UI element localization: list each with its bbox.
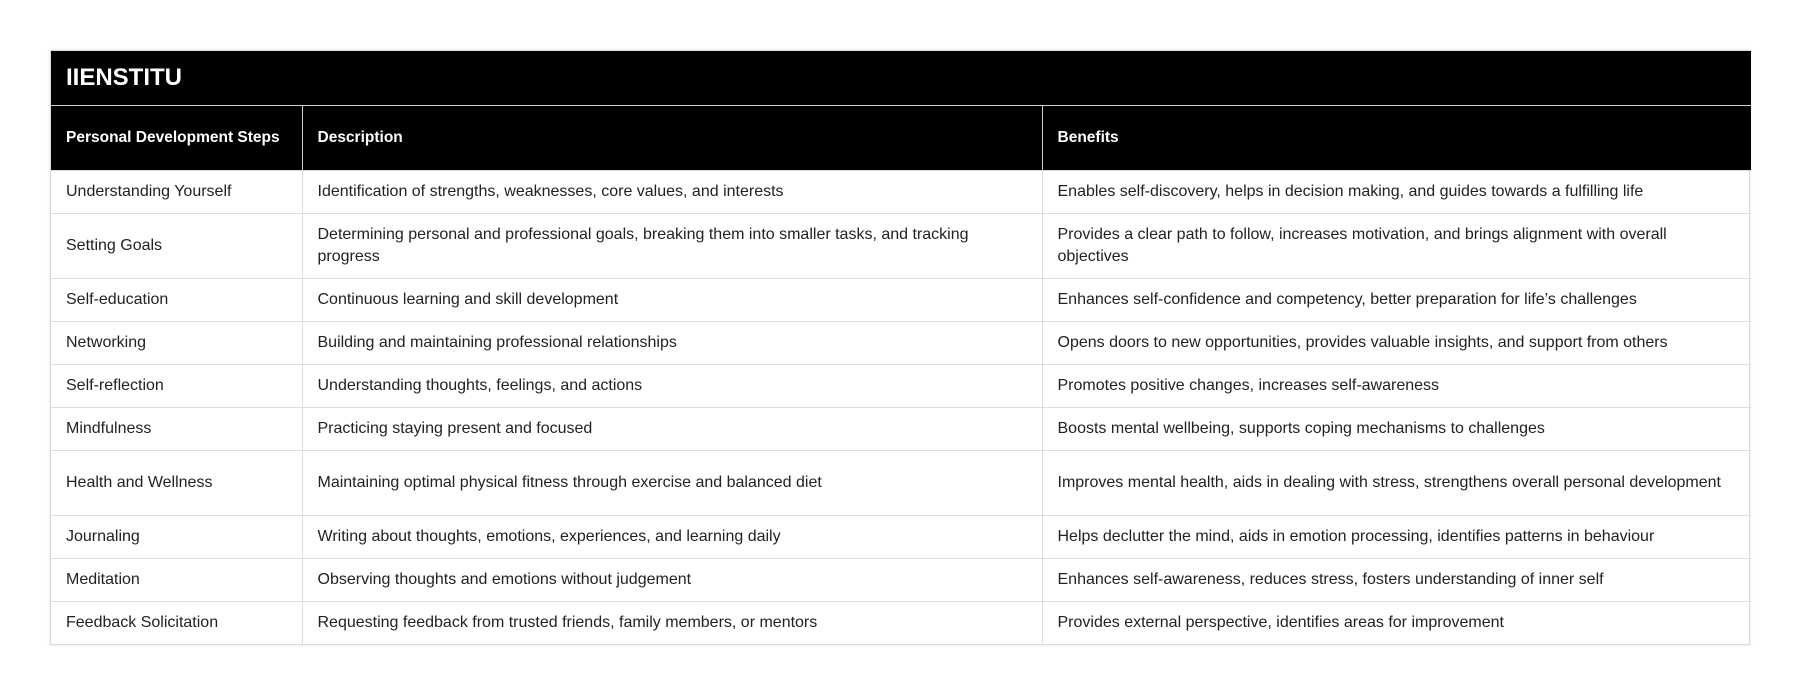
table-row [51, 515, 1751, 558]
cell-step: Understanding Yourself [51, 170, 302, 213]
table-title-row [51, 51, 1751, 105]
header-steps: Personal Development Steps [51, 105, 302, 170]
table-row [51, 450, 1751, 515]
cell-benefits: Provides external perspective, identifies areas for improvement [1042, 601, 1751, 644]
cell-benefits: Provides a clear path to follow, increases motivation, and brings alignment with overall objectives [1042, 213, 1751, 278]
cell-benefits: Boosts mental wellbeing, supports coping mechanisms to challenges [1042, 407, 1751, 450]
cell-step: Health and Wellness [51, 450, 302, 515]
table-header-row [51, 105, 1751, 170]
cell-step: Setting Goals [51, 213, 302, 278]
cell-benefits: Improves mental health, aids in dealing with stress, strengthens overall personal development [1042, 450, 1751, 515]
cell-description: Building and maintaining professional relationships [302, 321, 1042, 364]
cell-benefits: Enhances self-awareness, reduces stress, fosters understanding of inner self [1042, 558, 1751, 601]
cell-description: Continuous learning and skill development [302, 278, 1042, 321]
cell-description: Practicing staying present and focused [302, 407, 1042, 450]
table-row [51, 601, 1751, 644]
table-row [51, 364, 1751, 407]
table-row [51, 213, 1751, 278]
table-row [51, 407, 1751, 450]
table-row [51, 170, 1751, 213]
cell-description: Understanding thoughts, feelings, and actions [302, 364, 1042, 407]
cell-benefits: Enables self-discovery, helps in decision making, and guides towards a fulfilling life [1042, 170, 1751, 213]
cell-description: Writing about thoughts, emotions, experiences, and learning daily [302, 515, 1042, 558]
cell-description: Maintaining optimal physical fitness through exercise and balanced diet [302, 450, 1042, 515]
cell-benefits: Helps declutter the mind, aids in emotion processing, identifies patterns in behaviour [1042, 515, 1751, 558]
cell-description: Identification of strengths, weaknesses, core values, and interests [302, 170, 1042, 213]
table-row [51, 321, 1751, 364]
cell-step: Meditation [51, 558, 302, 601]
cell-description: Determining personal and professional goals, breaking them into smaller tasks, and tracking progress [302, 213, 1042, 278]
table-row [51, 278, 1751, 321]
cell-description: Requesting feedback from trusted friends, family members, or mentors [302, 601, 1042, 644]
cell-step: Mindfulness [51, 407, 302, 450]
cell-benefits: Promotes positive changes, increases self-awareness [1042, 364, 1751, 407]
cell-step: Self-reflection [51, 364, 302, 407]
cell-benefits: Enhances self-confidence and competency, better preparation for life’s challenges [1042, 278, 1751, 321]
personal-development-table [51, 51, 1751, 644]
cell-step: Journaling [51, 515, 302, 558]
table-row [51, 558, 1751, 601]
cell-benefits: Opens doors to new opportunities, provides valuable insights, and support from others [1042, 321, 1751, 364]
table-title: IIENSTITU [51, 51, 1751, 105]
cell-step: Self-education [51, 278, 302, 321]
cell-description: Observing thoughts and emotions without judgement [302, 558, 1042, 601]
header-benefits: Benefits [1042, 105, 1751, 170]
header-description: Description [302, 105, 1042, 170]
cell-step: Networking [51, 321, 302, 364]
cell-step: Feedback Solicitation [51, 601, 302, 644]
data-table-container [50, 50, 1750, 645]
